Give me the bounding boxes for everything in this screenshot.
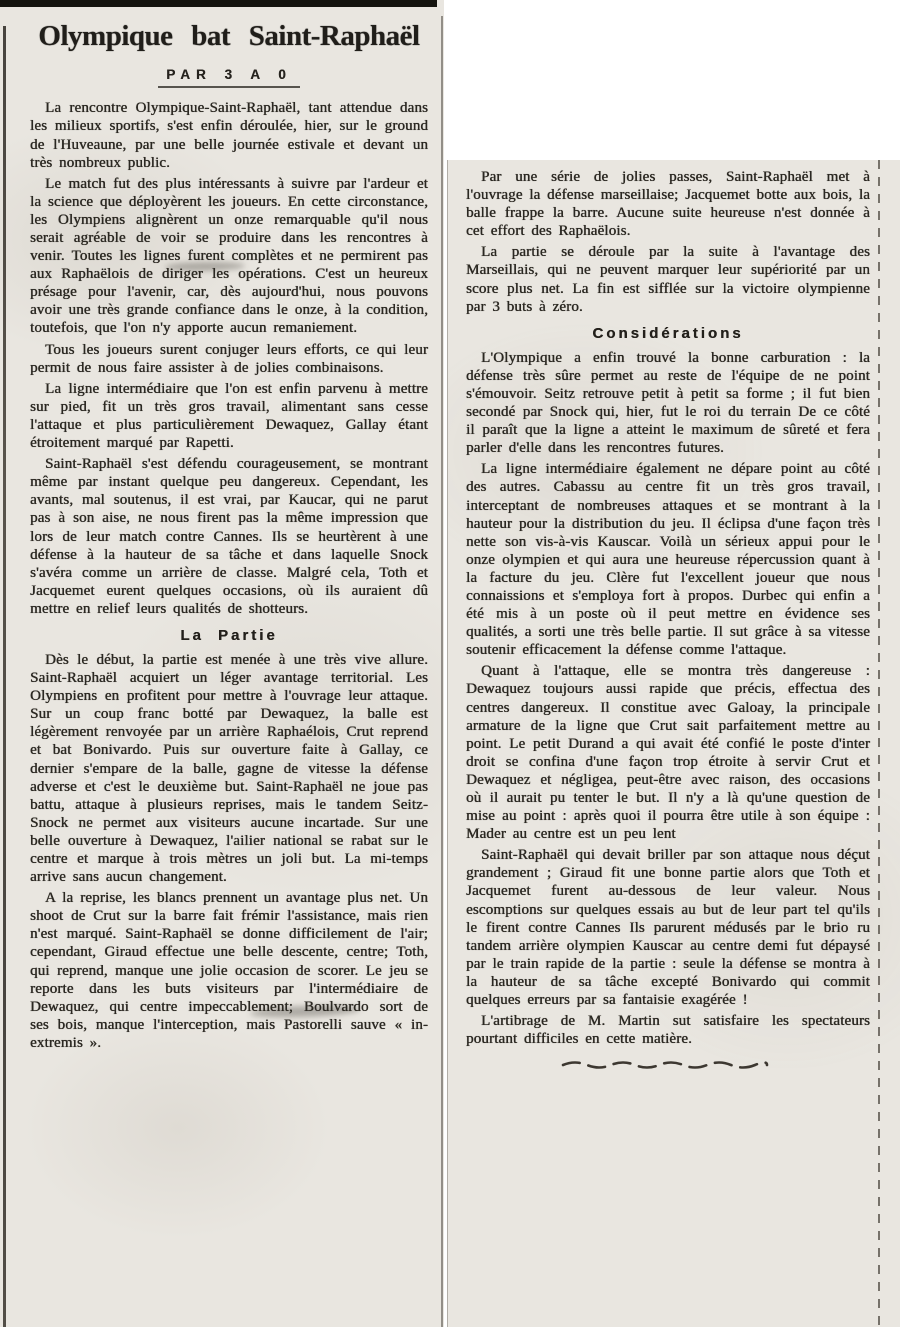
right-column-content (466, 168, 870, 1071)
paragraph: Saint-Raphaël s'est défendu courageusement, se montrant même par instant quelque peu dangereux. Cependant, les avants, mal soutenus, il est vrai, par Kaucar, qui ne parut pas à son aise, ne nous firent pas la même impression que lors de leur match contre Cannes. Ils se heurtèrent à une défense à la hauteur de sa tâche et dans laquelle Snock s'avéra comme un arrière de classe. Malgré cela, Toth et Jacquemet eurent quelques occasions, où ils auraient dû mettre en relief leurs qualités de shotteurs. (30, 456, 428, 617)
paragraph: A la reprise, les blancs prennent un avantage plus net. Un shoot de Crut sur la barre fait frémir l'assistance, mais rien n'est marqué. Saint-Raphaël se donne difficilement de l'air; cependant, Giraud effectue une belle descente, centre; Toth, qui reprend, manque une jolie occasion de scorer. Le jeu se reporte dans les buts visiteurs par l'intermédiaire de Dewaquez, qui centre impeccablement; Boulvardo sort de ses bois, manque l'interception, mais Pastorelli sauve « in-extremis ». (30, 890, 428, 1051)
section-heading-la-partie: La Partie (180, 626, 278, 644)
section-heading-considerations: Considérations (592, 324, 744, 342)
paragraph: Le match fut des plus intéressants à suivre par l'ardeur et la science que déployèrent les joueurs. En cette circonstance, les Olympiens alignèrent un onze remarquable qu'il nous serait agréable de voir se produire dans les rencontres à venir. Toutes les lignes furent complètes et ne permirent pas aux Raphaëlois de diriger les opérations. C'est un heureux présage pour l'avenir, car, dès aujourd'hui, nous pouvons avoir une très grande confiance dans le onze, à la condition, toutefois, que l'on n'y apporte aucun remaniement. (30, 175, 428, 337)
subtitle-wrap (30, 66, 428, 88)
paragraph: Saint-Raphaël qui devait briller par son attaque nous déçut grandement ; Giraud fit une bonne partie alors que Toth et Jacquemet furent au-dessous de leur valeur. Nous escomptions sur quelques essais au but de leur part tel qu'ils le firent contre Cannes Ils parurent médusés par le brio ru tandem arrière olympien Kauscar au centre demi fut dépaysé par le train rapide de la partie : seule la défense se montra à la hauteur de sa tâche excepté Bonivardo qui commit quelques erreurs par sa fantaisie exagérée ! (466, 847, 870, 1009)
article-score-subtitle: PAR 3 A 0 (158, 67, 300, 88)
left-column (0, 0, 444, 1327)
paragraph: La ligne intermédiaire que l'on est enfin parvenu à mettre sur pied, fit un très gros travail, alimentant sans cesse l'attaque et plus particulièrement Dewaquez, Gallay étant étroitement marqué par Rapetti. (30, 380, 428, 452)
article-end-divider (561, 1057, 771, 1071)
left-column-content (30, 14, 428, 1055)
paragraph: L'Olympique a enfin trouvé la bonne carburation : la défense très sûre permet au reste de l'équipe de ne point s'émouvoir. Seitz retrouve petit à petit sa forme ; il fut bien secondé par Snock qui, hier, fut le roi du terrain De ce côté il paraît que la ligne a atteint le maximum de sûreté et fera parler d'elle dans les rencontres futures. (466, 349, 870, 457)
paragraph: Tous les joueurs surent conjuger leurs efforts, ce qui leur permit de nous faire assister à de jolies combinaisons. (30, 341, 428, 376)
paragraph: Par une série de jolies passes, Saint-Raphaël met à l'ouvrage la défense marseillaise; Jacquemet botte aux bois, la balle frappe la barre. Aucune suite heureuse n'est donnée à cet effort des Raphaëlois. (466, 169, 871, 240)
left-edge-rule (3, 26, 6, 1327)
top-rule (0, 0, 437, 7)
paragraph: La ligne intermédiaire également ne dépare point au côté des autres. Cabassu au centre fit un très gros travail, interceptant de nombreuses attaques et se montrant à la hauteur pour la distribution du jeu. Il éclipsa d'une façon très nette son vis-à-vis Kauscar. Voilà un sérieux appui pour le onze olympien et qui aura une heureuse répercussion quant à la facture du jeu. Clère fut l'excellent joueur que nous connaissions et s'employa fort à propos. Durbec qui enfin a été mis à un poste où il peut mettre en évidence ses qualités, a sorti une très belle partie. Il sut grâce à sa vitesse soutenir efficacement la défense comme l'attaque. (466, 461, 870, 659)
right-edge-dashed-rule (878, 160, 880, 1327)
right-column (447, 160, 900, 1327)
article-title: Olympique bat Saint-Raphaël (38, 20, 420, 52)
paragraph: La rencontre Olympique-Saint-Raphaël, tant attendue dans les milieux sportifs, s'est enfin déroulée, hier, sur le ground de l'Huveaune, par une belle journée estivale et devant un très nombreux public. (30, 100, 428, 171)
column-divider-rule (441, 16, 443, 1327)
paragraph: La partie se déroule par la suite à l'avantage des Marseillais, qui ne peuvent marquer leur supériorité par un score plus net. La fin est sifflée sur la victoire olympienne par 3 buts à zéro. (466, 244, 870, 315)
paragraph: Quant à l'attaque, elle se montra très dangereuse : Dewaquez toujours aussi rapide que précis, effectua des centres dangereux. Il constitue avec Galoay, la principale armature de la ligne que Crut sait parfaitement mettre au point. Le petit Durand a qui avait été confié le poste d'inter droit se confina d'une façon trop étroite à servir Crut et Dewaquez et négligea, peut-être avec raison, des occasions où il aurait pu tenter le but. Il n'y a là qu'une question de mise au point : après quoi il pourra être utile à son équipe : Mader au centre est un peu lent (466, 663, 870, 843)
paragraph: L'artibrage de M. Martin sut satisfaire les spectateurs pourtant difficiles en cette matière. (466, 1013, 870, 1048)
paragraph: Dès le début, la partie est menée à une très vive allure. Saint-Raphaël acquiert un léger avantage territorial. Les Olympiens en profitent pour mettre à l'ouvrage leur attaque. Sur un coup franc botté par Dewaquez, la balle est légèrement renvoyée par un arrière Raphaélois, Crut reprend et bat Bonivardo. Puis sur ouverture faite à Gallay, ce dernier s'empare de la balle, gagne de vitesse la défense adverse et c'est le deuxième but. Saint-Raphaël ne joue pas battu, attaque à plusieurs reprises, mais le tandem Seitz-Snock ne permet aux visiteurs aucune incartade. Sur une belle ouverture à Dewaquez, l'ailier national se rabat sur le centre et marque à trois mètres un joli but. La mi-temps arrive sans aucun changement. (30, 651, 428, 886)
